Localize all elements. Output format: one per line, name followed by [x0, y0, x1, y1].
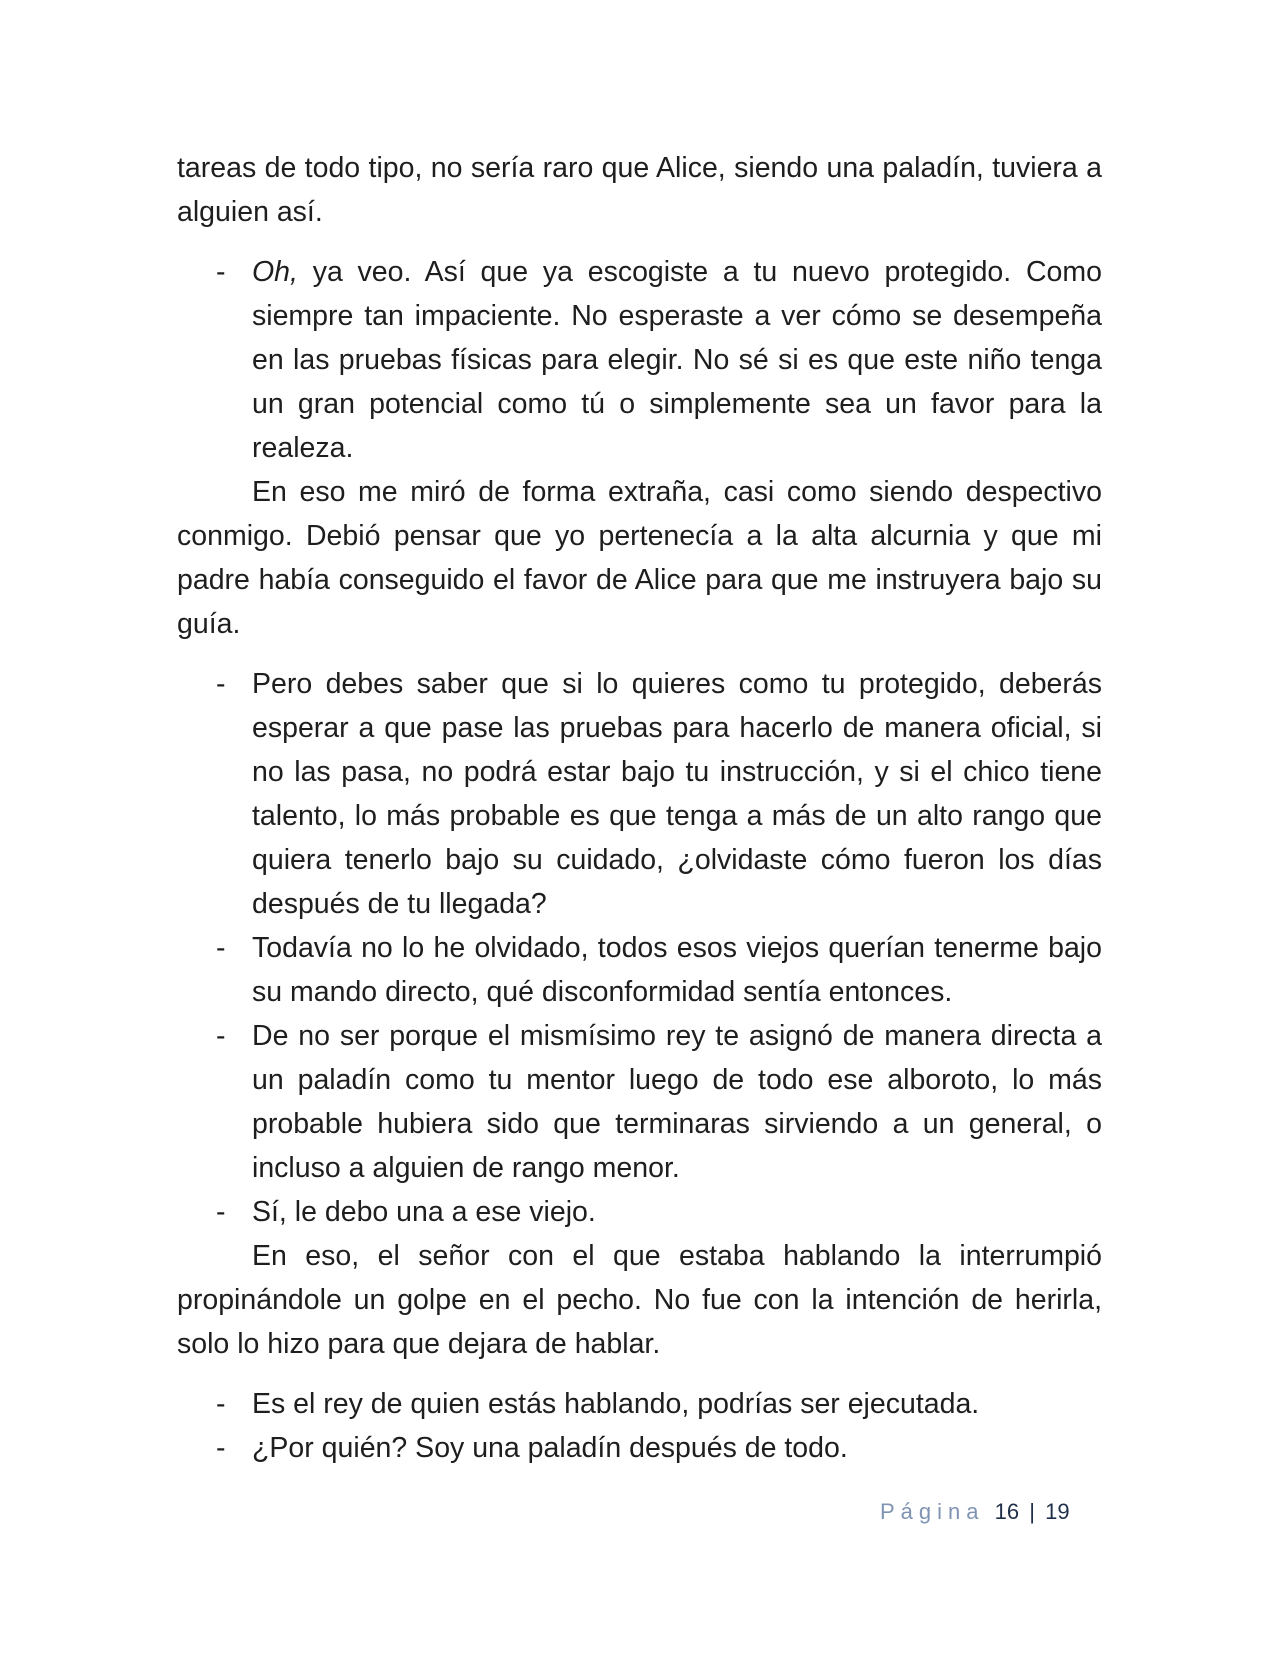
dialogue-line	[177, 1014, 1102, 1190]
dialogue-line	[177, 662, 1102, 926]
dialogue-text: Sí, le debo una a ese viejo.	[252, 1196, 596, 1228]
total-pages-number: 19	[1045, 1499, 1070, 1524]
dialogue-dash: -	[216, 1020, 226, 1052]
dialogue-text: Todavía no lo he olvidado, todos esos viejos querían tenerme bajo su mando directo, qué disconformidad sentía entonces.	[252, 932, 1102, 1008]
dialogue-text: De no ser porque el mismísimo rey te asignó de manera directa a un paladín como tu mentor luego de todo ese alboroto, lo más probable hubiera sido que terminaras sirviendo a un general, o incluso a alguien de rango menor.	[252, 1020, 1102, 1184]
dialogue-dash: -	[216, 668, 226, 700]
current-page-number: 16	[994, 1499, 1020, 1524]
page-body	[177, 146, 1102, 1470]
paragraph: En eso me miró de forma extraña, casi como siendo despectivo conmigo. Debió pensar que yo pertenecía a la alta alcurnia y que mi padre había conseguido el favor de Alice para que me instruyera bajo su guía.	[177, 476, 1102, 640]
paragraph: En eso, el señor con el que estaba hablando la interrumpió propinándole un golpe en el pecho. No fue con la intención de herirla, solo lo hizo para que dejara de hablar.	[177, 1240, 1102, 1360]
dialogue-list	[177, 662, 1102, 1234]
dialogue-text: ¿Por quién? Soy una paladín después de todo.	[252, 1432, 848, 1464]
page-footer	[880, 1497, 1070, 1527]
dialogue-line	[177, 1190, 1102, 1234]
dialogue-text: Es el rey de quien estás hablando, podrías ser ejecutada.	[252, 1388, 980, 1420]
dialogue-dash: -	[216, 932, 226, 964]
dialogue-dash: -	[216, 256, 226, 288]
dialogue-dash: -	[216, 1388, 226, 1420]
dialogue-dash: -	[216, 1196, 226, 1228]
paragraph: tareas de todo tipo, no sería raro que Alice, siendo una paladín, tuviera a alguien así.	[177, 152, 1102, 228]
dialogue-text: ya veo. Así que ya escogiste a tu nuevo protegido. Como siempre tan impaciente. No esperaste a ver cómo se desempeña en las pruebas físicas para elegir. No sé si es que este niño tenga un gran potencial como tú o simplemente sea un favor para la realeza.	[252, 256, 1102, 464]
dialogue-list	[177, 1382, 1102, 1470]
dialogue-line	[177, 1426, 1102, 1470]
dialogue-dash: -	[216, 1432, 226, 1464]
page-separator: |	[1029, 1499, 1035, 1524]
page-label: Página	[880, 1499, 985, 1524]
italic-word: Oh,	[252, 256, 298, 288]
dialogue-line	[177, 1382, 1102, 1426]
dialogue-list	[177, 250, 1102, 470]
dialogue-text: Pero debes saber que si lo quieres como tu protegido, deberás esperar a que pase las pruebas para hacerlo de manera oficial, si no las pasa, no podrá estar bajo tu instrucción, y si el chico tiene talento, lo más probable es que tenga a más de un alto rango que quiera tenerlo bajo su cuidado, ¿olvidaste cómo fueron los días después de tu llegada?	[252, 668, 1102, 920]
dialogue-line	[177, 926, 1102, 1014]
dialogue-line	[177, 250, 1102, 470]
